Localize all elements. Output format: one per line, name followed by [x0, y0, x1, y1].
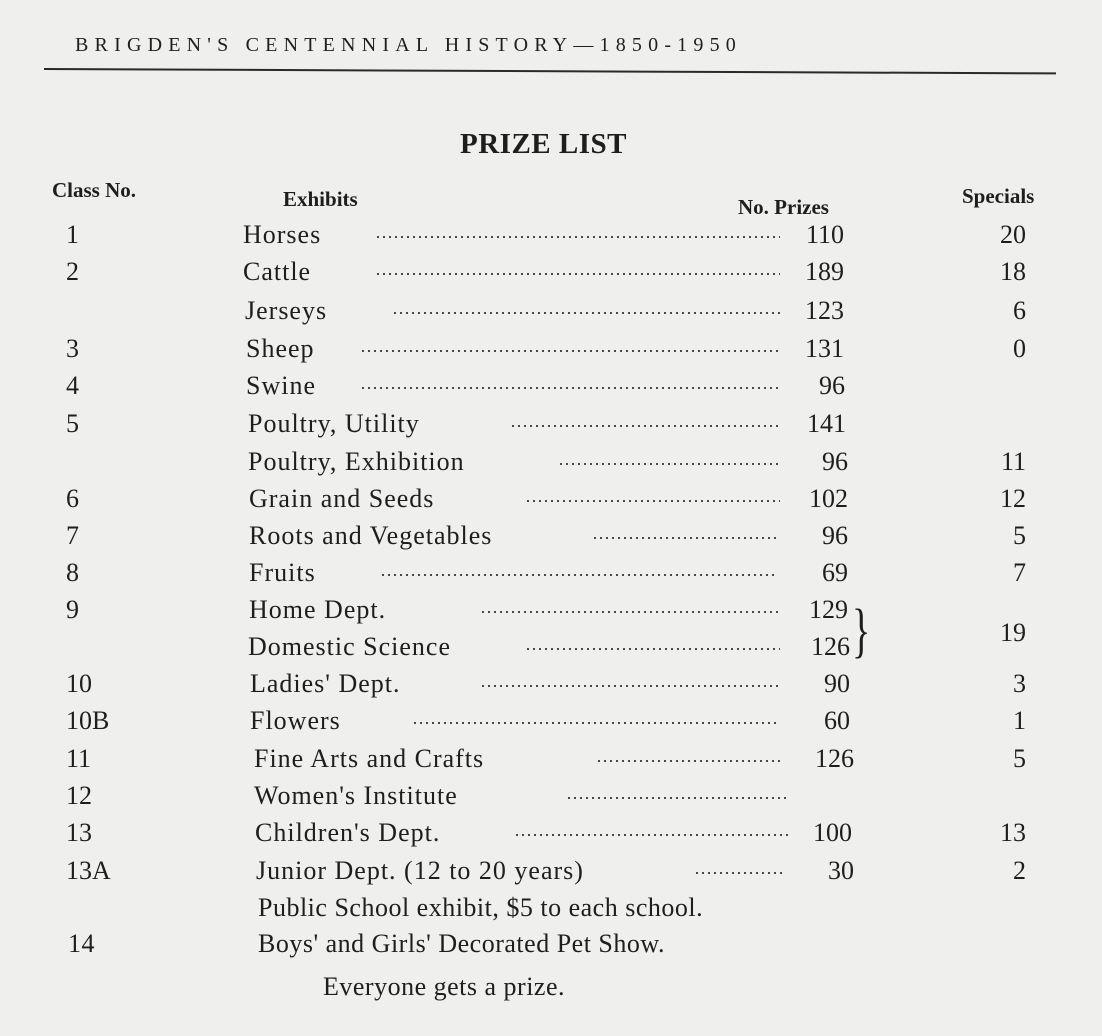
prize-count: 96: [822, 521, 848, 550]
prize-count: 100: [813, 818, 852, 847]
table-row: [0, 220, 1102, 256]
class-number: 4: [66, 371, 79, 400]
running-head: BRIGDEN'S CENTENNIAL HISTORY—1850-1950: [75, 34, 742, 56]
exhibit-name: Sheep: [246, 334, 315, 363]
dot-leader: [412, 720, 780, 726]
table-row: [0, 632, 1102, 668]
specials-count: 12: [1000, 484, 1026, 513]
table-row: [0, 669, 1102, 705]
specials-count: 2: [1013, 856, 1026, 885]
table-row: [0, 371, 1102, 407]
prize-count: 129: [809, 595, 848, 624]
class-number: 9: [66, 595, 79, 624]
class-number: 10: [66, 669, 92, 698]
specials-count: 1: [1013, 706, 1026, 735]
dot-leader: [596, 758, 783, 764]
class-number: 13A: [66, 856, 111, 885]
dot-leader: [525, 498, 780, 504]
class-number: 5: [66, 409, 79, 438]
table-row: [0, 257, 1102, 293]
class-number: 10B: [66, 706, 110, 735]
dot-leader: [694, 870, 782, 876]
prize-count: 189: [805, 257, 844, 286]
combined-specials-value: 19: [1000, 618, 1026, 647]
public-school-note: Public School exhibit, $5 to each school.: [258, 893, 704, 922]
specials-count: 13: [1000, 818, 1026, 847]
table-row: [0, 595, 1102, 631]
exhibit-name: Junior Dept. (12 to 20 years): [256, 856, 584, 885]
table-row: [0, 447, 1102, 483]
prize-count: 69: [822, 558, 848, 587]
table-row: [0, 334, 1102, 370]
class-number: 2: [66, 257, 79, 286]
table-row: [0, 856, 1102, 892]
table-row: [0, 744, 1102, 780]
brace-mark: }: [852, 597, 871, 665]
prize-count: 126: [811, 632, 850, 661]
everyone-note: Everyone gets a prize.: [323, 972, 566, 1001]
dot-leader: [480, 609, 780, 615]
specials-count: 7: [1013, 558, 1026, 587]
dot-leader: [380, 572, 775, 578]
class-14-number: 14: [68, 929, 95, 958]
prize-count: 90: [824, 669, 850, 698]
exhibit-name: Poultry, Utility: [248, 409, 420, 438]
table-row: [0, 409, 1102, 445]
column-header-specials: Specials: [962, 184, 1035, 208]
prize-count: 110: [805, 220, 844, 249]
exhibit-name: Domestic Science: [248, 632, 451, 661]
exhibit-name: Horses: [243, 220, 322, 249]
exhibit-name: Swine: [246, 371, 316, 400]
specials-count: 20: [1000, 220, 1026, 249]
dot-leader: [525, 646, 780, 652]
class-number: 8: [66, 558, 79, 587]
specials-count: 0: [1013, 334, 1026, 363]
class-number: 11: [66, 744, 92, 773]
table-row: [0, 706, 1102, 742]
dot-leader: [558, 461, 780, 467]
page-title: PRIZE LIST: [460, 128, 627, 160]
dot-leader: [360, 385, 780, 391]
table-row: [0, 818, 1102, 854]
exhibit-name: Grain and Seeds: [249, 484, 435, 513]
prize-count: 96: [822, 447, 848, 476]
column-header-exhibits: Exhibits: [283, 187, 358, 211]
prize-count: 96: [819, 371, 845, 400]
dot-leader: [510, 423, 780, 429]
class-number: 7: [66, 521, 79, 550]
prize-count: 102: [809, 484, 848, 513]
dot-leader: [592, 535, 780, 541]
specials-count: 5: [1013, 521, 1026, 550]
prize-count: 123: [805, 296, 844, 325]
class-number: 3: [66, 334, 79, 363]
exhibit-name: Fine Arts and Crafts: [254, 744, 485, 773]
prize-count: 60: [824, 706, 850, 735]
exhibit-name: Poultry, Exhibition: [248, 447, 465, 476]
column-header-no-prizes: No. Prizes: [738, 195, 829, 219]
exhibit-name: Jerseys: [245, 296, 328, 325]
class-number: 1: [66, 220, 79, 249]
exhibit-name: Women's Institute: [254, 781, 458, 810]
dot-leader: [392, 310, 780, 316]
column-header-class-no: Class No.: [52, 178, 137, 202]
prize-count: 141: [807, 409, 846, 438]
pet-show-note: Boys' and Girls' Decorated Pet Show.: [258, 929, 665, 958]
exhibit-name: Roots and Vegetables: [249, 521, 493, 550]
exhibit-name: Children's Dept.: [255, 818, 441, 847]
specials-count: 18: [1000, 257, 1026, 286]
table-row: [0, 296, 1102, 332]
class-number: 6: [66, 484, 79, 513]
prize-count: 126: [815, 744, 854, 773]
specials-count: 11: [1000, 447, 1026, 476]
table-row: [0, 781, 1102, 817]
prize-count: 131: [805, 334, 844, 363]
dot-leader: [375, 234, 780, 240]
specials-count: 3: [1013, 669, 1026, 698]
dot-leader: [514, 832, 790, 838]
prize-count: 30: [828, 856, 854, 885]
dot-leader: [375, 271, 780, 277]
exhibit-name: Home Dept.: [249, 595, 387, 624]
class-number: 13: [66, 818, 92, 847]
dot-leader: [480, 683, 780, 689]
specials-count: 5: [1013, 744, 1026, 773]
exhibit-name: Fruits: [249, 558, 316, 587]
dot-leader: [566, 795, 786, 801]
exhibit-name: Cattle: [243, 257, 312, 286]
specials-count: 6: [1013, 296, 1026, 325]
table-row: [0, 521, 1102, 557]
table-row: [0, 558, 1102, 594]
class-number: 12: [66, 781, 92, 810]
table-row: [0, 484, 1102, 520]
exhibit-name: Ladies' Dept.: [250, 669, 401, 698]
dot-leader: [360, 348, 780, 354]
exhibit-name: Flowers: [250, 706, 341, 735]
